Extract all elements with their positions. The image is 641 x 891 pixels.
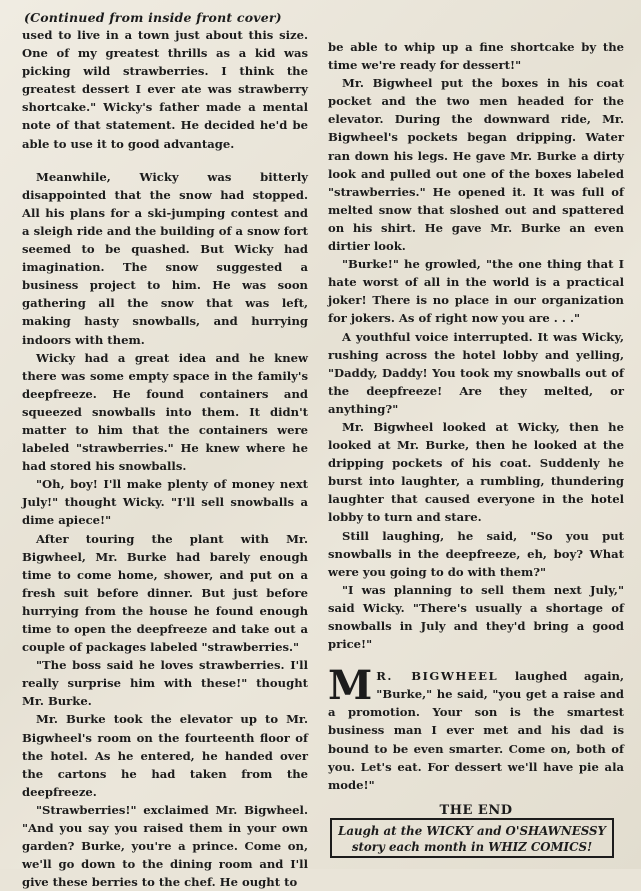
paragraph: After touring the plant with Mr. Bigwheel, Mr. Burke had barely enough time to come home, shower, and put on a fresh suit before dinner. But just before hurrying from the house he found enough time to open the deepfreeze and take out a couple of packages labeled "strawberries."	[22, 531, 308, 655]
paragraph: Mr. Bigwheel put the boxes in his coat pocket and the two men headed for the elevator. During the downward ride, Mr. Bigwheel's pockets began dripping. Water ran down his legs. He gave Mr. Burke a dirty look and pulled out one of the boxes labeled "strawberries." He opened it. It was full of melted snow that sloshed out and spattered on his shirt. He gave Mr. Burke an even dirtier look.	[328, 76, 624, 254]
right-column	[328, 38, 624, 820]
paragraph: "Strawberries!" exclaimed Mr. Bigwheel. "And you say you raised them in your own garden? Burke, you're a prince. Come on, we'll go down to the dining room and I'll give these berries to the chef. He ought to	[22, 802, 308, 890]
small-caps-lead: R. BIGWHEEL	[376, 669, 499, 684]
paragraph: Wicky had a great idea and he knew there was some empty space in the family's deepfreeze. He found containers and squeezed snowballs into them. It didn't matter to him that the containers were labeled "strawberries." He knew where he had stored his snowballs.	[22, 350, 308, 474]
paragraph: used to live in a town just about this size. One of my greatest thrills as a kid was picking wild strawberries. I think the greatest dessert I ever ate was strawberry shortcake." Wicky's father made a mental note of that statement. He decided he'd be able to use it to good advantage.	[22, 28, 308, 151]
left-column	[22, 26, 308, 891]
paragraph: Mr. Bigwheel looked at Wicky, then he looked at Mr. Burke, then he looked at the dripping pockets of his coat. Suddenly he burst into laughter, a rumbling, thundering laughter that caused everyone in the hotel lobby to turn and stare.	[328, 419, 624, 525]
final-paragraph-text: laughed again, "Burke," he said, "you get a raise and a promotion. Your son is the smartest business man I ever met and his dad is bound to be even smarter. Come on, both of you. Let's eat. For dessert we'll have pie ala mode!"	[328, 669, 624, 792]
final-paragraph	[328, 662, 624, 794]
paragraph: "The boss said he loves strawberries. I'll really surprise him with these!" thought Mr. Burke.	[22, 658, 308, 709]
paragraph: be able to whip up a fine shortcake by the time we're ready for dessert!"	[328, 40, 624, 73]
paragraph: Mr. Burke took the elevator up to Mr. Bigwheel's room on the fourteenth floor of the hotel. As he entered, he handed over the cartons he had taken from the deepfreeze.	[22, 712, 308, 799]
paragraph: "Oh, boy! I'll make plenty of money next July!" thought Wicky. "I'll sell snowballs a dime apiece!"	[22, 477, 308, 528]
paragraph: "Burke!" he growled, "the one thing that I hate worst of all in the world is a practical joker! There is no place in our organization for jokers. As of right now you are . . ."	[328, 257, 624, 326]
paragraph: Still laughing, he said, "So you put snowballs in the deepfreeze, eh, boy? What were you going to do with them?"	[328, 528, 624, 579]
the-end: THE END	[439, 802, 513, 818]
paragraph: "I was planning to sell them next July," said Wicky. "There's usually a shortage of snowballs in July and they'd bring a good price!"	[328, 582, 624, 652]
promo-box: Laugh at the WICKY and O'SHAWNESSY story each month in WHIZ COMICS!	[330, 818, 614, 858]
continued-header: (Continued from inside front cover)	[24, 10, 282, 25]
paragraph: Meanwhile, Wicky was bitterly disappointed that the snow had stopped. All his plans for a ski-jumping contest and a sleigh ride and the building of a snow fort seemed to be quashed. But Wicky had imagination. The snow suggested a business project to him. He was soon gathering all the snow that was left, making hasty snowballs, and hurrying indoors with them.	[22, 169, 308, 347]
paragraph: A youthful voice interrupted. It was Wicky, rushing across the hotel lobby and yelling, "Daddy, Daddy! You took my snowballs out of the deepfreeze! Are they melted, or anything?"	[328, 329, 624, 416]
drop-cap: M	[328, 662, 373, 710]
